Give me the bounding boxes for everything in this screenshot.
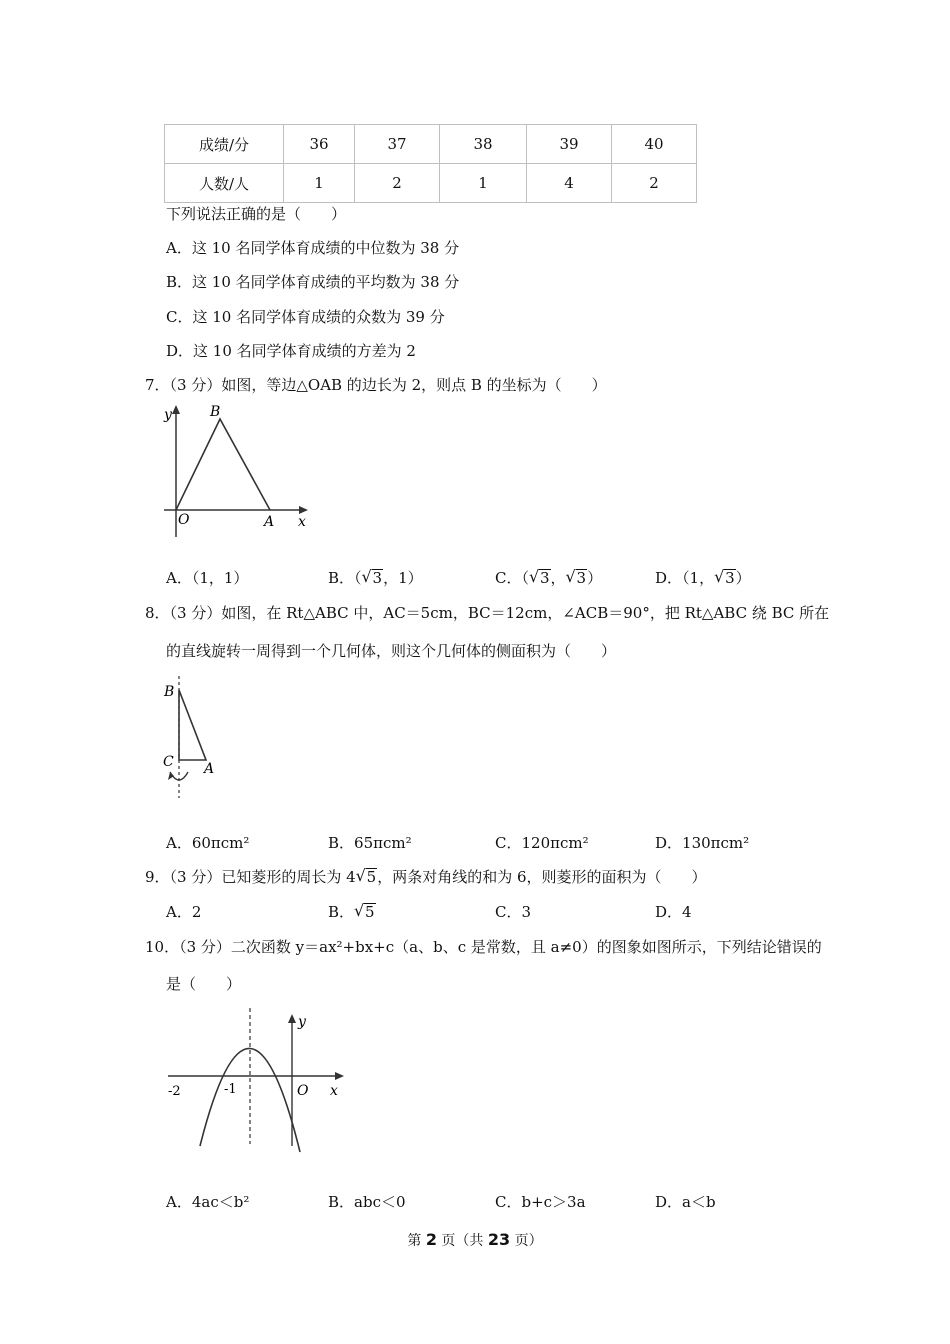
triangle-abc [179, 690, 206, 760]
option-text: B．（ [328, 569, 362, 587]
total-pages: 23 [487, 1230, 511, 1249]
sqrt-symbol [362, 568, 384, 588]
point-o-label: O [178, 512, 190, 528]
question-7-option-a: A．（1，1） [166, 569, 249, 587]
right-triangle-figure [158, 672, 238, 802]
radicand: 3 [725, 569, 735, 587]
question-8-line-2: 的直线旋转一周得到一个几何体，则这个几何体的侧面积为（ ） [166, 642, 617, 660]
point-b-label: B [164, 684, 175, 700]
table-cell: 4 [527, 164, 612, 203]
table-cell: 2 [612, 164, 697, 203]
question-10-line-2: 是（ ） [166, 975, 242, 993]
question-10-option-d: D．a＜b [655, 1193, 716, 1211]
radicand: 5 [365, 903, 375, 921]
footer-text: 第 [407, 1233, 426, 1249]
question-10-line-1: 10．（3 分）二次函数 y＝ax²+bx+c（a、b、c 是常数，且 a≠0）的图象如图所示，下列结论错误的 [145, 938, 822, 956]
question-9-option-a: A．2 [166, 903, 202, 921]
option-text: D．（1， [655, 569, 715, 587]
question-9-stem [145, 867, 707, 887]
question-6-option-c: C．这 10 名同学体育成绩的众数为 39 分 [166, 308, 445, 326]
rotation-arrowhead-icon [168, 772, 174, 780]
question-9-option-b [328, 902, 376, 922]
question-8-option-c: C．120πcm² [495, 834, 589, 852]
x-axis-arrow-icon [299, 506, 308, 514]
tick-label-neg2: -2 [168, 1084, 181, 1099]
question-7-stem: 7．（3 分）如图，等边△OAB 的边长为 2，则点 B 的坐标为（ ） [145, 376, 607, 394]
point-c-label: C [163, 754, 174, 770]
stem-text: 9．（3 分）已知菱形的周长为 4 [145, 868, 356, 886]
radicand: 3 [576, 569, 587, 587]
table-cell: 39 [527, 125, 612, 164]
question-10-option-c: C．b+c＞3a [495, 1193, 586, 1211]
question-9-option-d: D．4 [655, 903, 692, 921]
point-a-label: A [264, 514, 275, 530]
table-cell: 成绩/分 [165, 125, 284, 164]
option-text: ，1） [383, 569, 423, 587]
triangle-figure [158, 402, 318, 542]
option-text: ） [587, 569, 603, 587]
radicand: 3 [539, 569, 550, 587]
question-6-option-b: B．这 10 名同学体育成绩的平均数为 38 分 [166, 273, 460, 291]
question-7-option-b [328, 568, 423, 588]
question-10-option-b: B．abc＜0 [328, 1193, 406, 1211]
x-axis-label: x [298, 514, 306, 530]
table-cell: 2 [355, 164, 440, 203]
table-cell: 37 [355, 125, 440, 164]
x-axis-arrow-icon [335, 1072, 344, 1080]
score-table [164, 124, 697, 203]
sqrt-symbol [356, 867, 378, 887]
y-axis-arrow-icon [172, 405, 180, 414]
question-9-option-c: C．3 [495, 903, 532, 921]
page-footer [0, 1230, 950, 1250]
y-axis-label: y [164, 407, 172, 423]
sqrt-symbol [354, 902, 376, 922]
table-cell: 40 [612, 125, 697, 164]
table-cell: 36 [284, 125, 355, 164]
table-cell: 1 [440, 164, 527, 203]
sqrt-symbol [566, 568, 588, 588]
table-row [165, 164, 697, 203]
footer-text: 页（共 [436, 1233, 488, 1249]
table-cell: 人数/人 [165, 164, 284, 203]
question-8-option-d: D．130πcm² [655, 834, 750, 852]
table-row [165, 125, 697, 164]
question-6-stem: 下列说法正确的是（ ） [166, 205, 347, 223]
sqrt-symbol [714, 568, 736, 588]
table-cell: 38 [440, 125, 527, 164]
page-number: 2 [425, 1230, 437, 1249]
question-7-option-d [655, 568, 751, 588]
point-b-label: B [210, 404, 221, 420]
parabola-figure [160, 1006, 360, 1161]
triangle-oab [176, 419, 270, 510]
option-text: C．（ [495, 569, 529, 587]
sqrt-symbol [529, 568, 551, 588]
radicand: 5 [366, 868, 377, 886]
option-text: ） [735, 569, 751, 587]
x-axis-label: x [330, 1083, 338, 1099]
option-text: ， [550, 569, 566, 587]
radicand: 3 [372, 569, 383, 587]
tick-label-neg1: -1 [224, 1082, 237, 1097]
stem-text: ，两条对角线的和为 6，则菱形的面积为（ ） [377, 868, 707, 886]
origin-label: O [297, 1083, 309, 1099]
question-7-option-c [495, 568, 602, 588]
table-cell: 1 [284, 164, 355, 203]
question-10-option-a: A．4ac＜b² [166, 1193, 250, 1211]
question-8-line-1: 8．（3 分）如图，在 Rt△ABC 中，AC＝5cm，BC＝12cm，∠ACB＝90°，把 Rt△ABC 绕 BC 所在 [145, 604, 830, 622]
footer-text: 页） [510, 1233, 543, 1249]
y-axis-arrow-icon [288, 1014, 296, 1023]
question-8-option-b: B．65πcm² [328, 834, 412, 852]
question-6-option-a: A．这 10 名同学体育成绩的中位数为 38 分 [166, 239, 460, 257]
option-text: B． [328, 903, 355, 921]
y-axis-label: y [298, 1014, 306, 1030]
point-a-label: A [204, 761, 215, 777]
question-6-option-d: D．这 10 名同学体育成绩的方差为 2 [166, 342, 416, 360]
question-8-option-a: A．60πcm² [166, 834, 250, 852]
